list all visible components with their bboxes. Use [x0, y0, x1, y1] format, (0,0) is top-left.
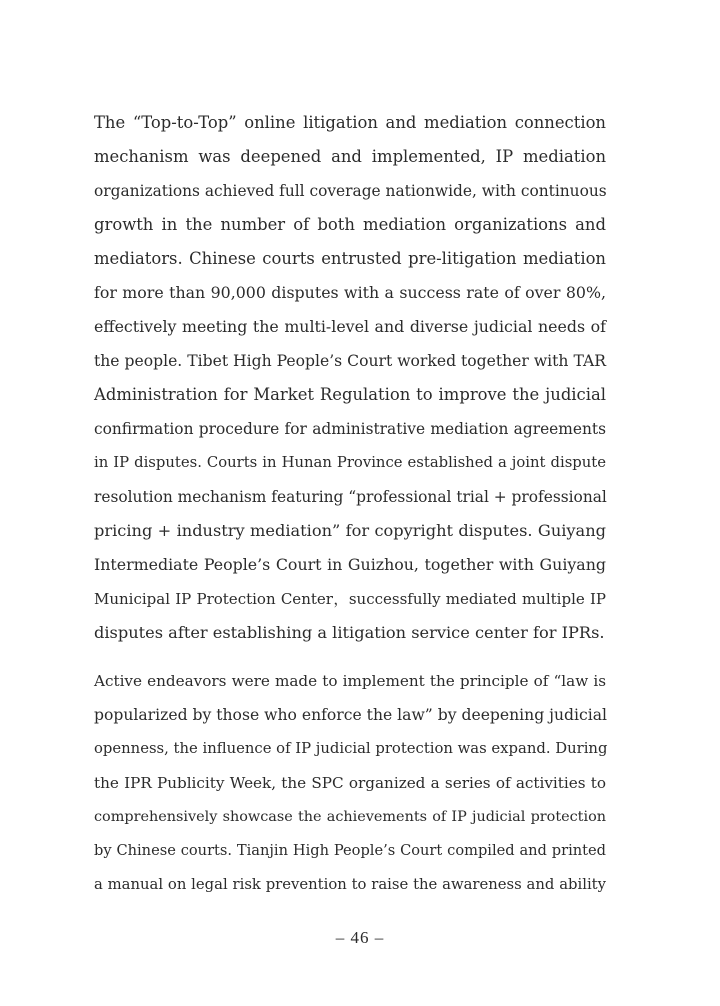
- page-number: – 46 –: [335, 928, 385, 947]
- text-line: comprehensively showcase the achievements of IP judicial protection: [94, 809, 606, 825]
- text-line: effectively meeting the multi-level and diverse judicial needs of: [94, 317, 606, 336]
- text-line: by Chinese courts. Tianjin High People’s Court compiled and printed: [94, 842, 606, 859]
- text-line: resolution mechanism featuring “professional trial + professional: [94, 488, 607, 506]
- text-line: disputes after establishing a litigation service center for IPRs.: [94, 623, 605, 642]
- text-line: Active endeavors were made to implement the principle of “law is: [94, 672, 606, 690]
- text-line: a manual on legal risk prevention to raise the awareness and ability: [94, 876, 606, 893]
- text-line: Municipal IP Protection Center，successfully mediated multiple IP: [94, 590, 606, 608]
- text-line: in IP disputes. Courts in Hunan Province established a joint dispute: [94, 454, 606, 471]
- text-line: for more than 90,000 disputes with a success rate of over 80%,: [94, 283, 606, 302]
- text-line: pricing + industry mediation” for copyright disputes. Guiyang: [94, 521, 606, 540]
- text-line: the IPR Publicity Week, the SPC organized a series of activities to: [94, 774, 606, 792]
- text-line: The “Top-to-Top” online litigation and mediation connection: [94, 113, 606, 132]
- text-line: growth in the number of both mediation organizations and: [94, 215, 606, 234]
- text-line: popularized by those who enforce the law” by deepening judicial: [94, 706, 607, 724]
- text-line: mechanism was deepened and implemented, IP mediation: [94, 147, 606, 166]
- text-line: Intermediate People’s Court in Guizhou, together with Guiyang: [94, 555, 606, 574]
- text-line: confirmation procedure for administrative mediation agreements: [94, 420, 606, 438]
- text-line: Administration for Market Regulation to improve the judicial: [94, 385, 606, 404]
- text-line: mediators. Chinese courts entrusted pre-litigation mediation: [94, 249, 606, 268]
- text-line: openness, the influence of IP judicial protection was expand. During: [94, 740, 608, 757]
- text-line: the people. Tibet High People’s Court worked together with TAR: [94, 352, 606, 370]
- text-line: organizations achieved full coverage nationwide, with continuous: [94, 182, 607, 200]
